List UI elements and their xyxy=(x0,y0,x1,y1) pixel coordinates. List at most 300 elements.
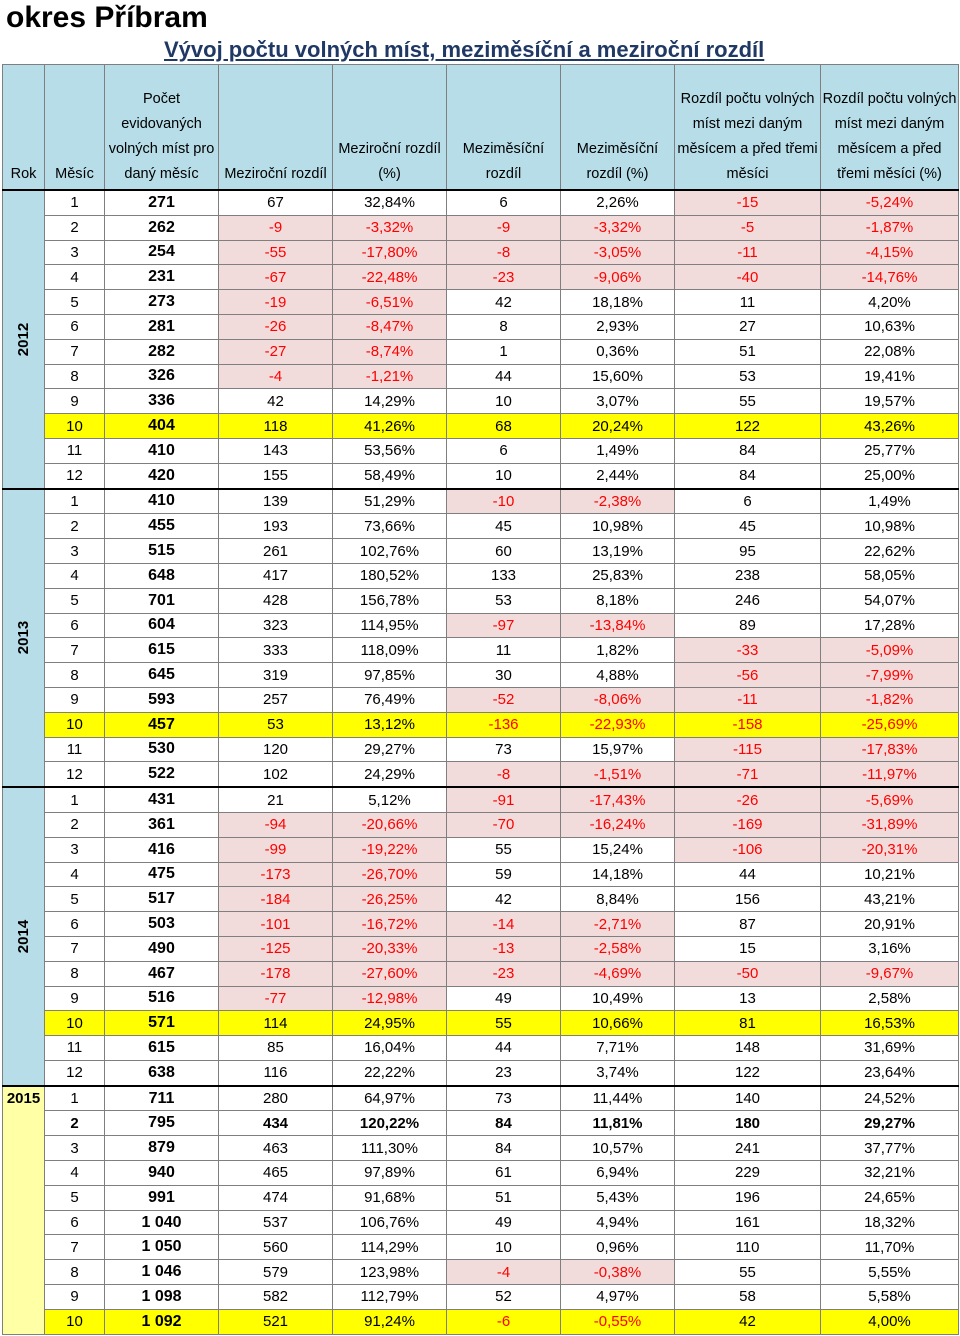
mom-pct-cell: 0,96% xyxy=(561,1235,675,1260)
diff3-cell: -56 xyxy=(675,663,821,688)
month-cell: 11 xyxy=(45,1036,105,1061)
month-cell: 9 xyxy=(45,389,105,414)
table-row xyxy=(3,563,959,588)
mom-pct-cell: 10,57% xyxy=(561,1136,675,1161)
diff3-pct-cell: 5,58% xyxy=(821,1285,959,1310)
table-row xyxy=(3,414,959,439)
yoy-pct-cell: -27,60% xyxy=(333,961,447,986)
count-cell: 457 xyxy=(105,712,219,737)
yoy-pct-cell: 5,12% xyxy=(333,787,447,812)
table-row xyxy=(3,539,959,564)
diff3-pct-cell: 5,55% xyxy=(821,1260,959,1285)
mom-pct-cell: 0,36% xyxy=(561,339,675,364)
diff3-cell: -71 xyxy=(675,762,821,787)
mom-diff-cell: 6 xyxy=(447,438,561,463)
month-cell: 4 xyxy=(45,862,105,887)
yoy-pct-cell: 73,66% xyxy=(333,514,447,539)
month-cell: 5 xyxy=(45,1185,105,1210)
month-cell: 11 xyxy=(45,737,105,762)
month-cell: 2 xyxy=(45,514,105,539)
diff3-cell: -11 xyxy=(675,687,821,712)
month-cell: 3 xyxy=(45,1136,105,1161)
diff3-cell: 84 xyxy=(675,438,821,463)
yoy-pct-cell: -26,70% xyxy=(333,862,447,887)
table-row xyxy=(3,314,959,339)
mom-pct-cell: -1,51% xyxy=(561,762,675,787)
diff3-cell: 161 xyxy=(675,1210,821,1235)
yoy-diff-cell: 521 xyxy=(219,1309,333,1334)
mom-pct-cell: -9,06% xyxy=(561,265,675,290)
diff3-pct-cell: 17,28% xyxy=(821,613,959,638)
year-cell xyxy=(3,1086,45,1334)
count-cell: 336 xyxy=(105,389,219,414)
mom-pct-cell: 2,44% xyxy=(561,463,675,488)
diff3-cell: 6 xyxy=(675,489,821,514)
month-cell: 7 xyxy=(45,638,105,663)
diff3-cell: 45 xyxy=(675,514,821,539)
yoy-diff-cell: 434 xyxy=(219,1111,333,1136)
yoy-diff-cell: 114 xyxy=(219,1011,333,1036)
diff3-cell: -33 xyxy=(675,638,821,663)
mom-diff-cell: 73 xyxy=(447,737,561,762)
mom-diff-cell: -14 xyxy=(447,912,561,937)
diff3-cell: -15 xyxy=(675,190,821,215)
count-cell: 1 050 xyxy=(105,1235,219,1260)
mom-pct-cell: 10,49% xyxy=(561,986,675,1011)
yoy-diff-cell: -173 xyxy=(219,862,333,887)
yoy-diff-cell: -67 xyxy=(219,265,333,290)
count-cell: 1 098 xyxy=(105,1285,219,1310)
diff3-pct-cell: -4,15% xyxy=(821,240,959,265)
yoy-pct-cell: -6,51% xyxy=(333,290,447,315)
table-row xyxy=(3,1185,959,1210)
month-cell: 1 xyxy=(45,489,105,514)
count-cell: 416 xyxy=(105,837,219,862)
mom-pct-cell: -3,05% xyxy=(561,240,675,265)
mom-pct-cell: -2,38% xyxy=(561,489,675,514)
count-cell: 503 xyxy=(105,912,219,937)
table-row xyxy=(3,1161,959,1186)
mom-pct-cell: -0,38% xyxy=(561,1260,675,1285)
count-cell: 475 xyxy=(105,862,219,887)
month-cell: 12 xyxy=(45,762,105,787)
month-cell: 10 xyxy=(45,712,105,737)
count-cell: 326 xyxy=(105,364,219,389)
count-cell: 467 xyxy=(105,961,219,986)
month-cell: 6 xyxy=(45,314,105,339)
yoy-diff-cell: 280 xyxy=(219,1086,333,1111)
diff3-pct-cell: 58,05% xyxy=(821,563,959,588)
diff3-pct-cell: 16,53% xyxy=(821,1011,959,1036)
mom-diff-cell: -9 xyxy=(447,215,561,240)
page-title: okres Příbram xyxy=(6,1,208,34)
table-row xyxy=(3,290,959,315)
diff3-pct-cell: -5,09% xyxy=(821,638,959,663)
mom-diff-cell: -91 xyxy=(447,787,561,812)
diff3-pct-cell: 37,77% xyxy=(821,1136,959,1161)
diff3-pct-cell: 25,00% xyxy=(821,463,959,488)
table-row xyxy=(3,339,959,364)
diff3-cell: 27 xyxy=(675,314,821,339)
diff3-pct-cell: 11,70% xyxy=(821,1235,959,1260)
count-cell: 455 xyxy=(105,514,219,539)
mom-diff-cell: -70 xyxy=(447,812,561,837)
mom-pct-cell: 15,60% xyxy=(561,364,675,389)
mom-diff-cell: -13 xyxy=(447,936,561,961)
yoy-pct-cell: 16,04% xyxy=(333,1036,447,1061)
diff3-cell: 196 xyxy=(675,1185,821,1210)
diff3-pct-cell: -5,69% xyxy=(821,787,959,812)
diff3-pct-cell: -17,83% xyxy=(821,737,959,762)
count-cell: 231 xyxy=(105,265,219,290)
yoy-diff-cell: -184 xyxy=(219,887,333,912)
yoy-pct-cell: 24,95% xyxy=(333,1011,447,1036)
mom-pct-cell: -16,24% xyxy=(561,812,675,837)
month-cell: 2 xyxy=(45,215,105,240)
mom-diff-cell: 10 xyxy=(447,463,561,488)
month-cell: 2 xyxy=(45,1111,105,1136)
yoy-diff-cell: 120 xyxy=(219,737,333,762)
diff3-pct-cell: -11,97% xyxy=(821,762,959,787)
yoy-pct-cell: -17,80% xyxy=(333,240,447,265)
yoy-pct-cell: -8,47% xyxy=(333,314,447,339)
mom-pct-cell: 3,74% xyxy=(561,1060,675,1085)
year-label: 2015 xyxy=(6,1089,41,1107)
diff3-pct-cell: 4,00% xyxy=(821,1309,959,1334)
table-row xyxy=(3,887,959,912)
diff3-cell: 89 xyxy=(675,613,821,638)
yoy-diff-cell: -77 xyxy=(219,986,333,1011)
header-mezimesicni-pct: Meziměsíční rozdíl (%) xyxy=(561,65,675,191)
yoy-diff-cell: -4 xyxy=(219,364,333,389)
yoy-diff-cell: 582 xyxy=(219,1285,333,1310)
mom-diff-cell: 10 xyxy=(447,1235,561,1260)
diff3-pct-cell: 23,64% xyxy=(821,1060,959,1085)
mom-diff-cell: 55 xyxy=(447,837,561,862)
count-cell: 648 xyxy=(105,563,219,588)
yoy-pct-cell: 91,68% xyxy=(333,1185,447,1210)
count-cell: 517 xyxy=(105,887,219,912)
mom-diff-cell: 10 xyxy=(447,389,561,414)
mom-diff-cell: 45 xyxy=(447,514,561,539)
table-row xyxy=(3,389,959,414)
month-cell: 1 xyxy=(45,1086,105,1111)
mom-diff-cell: 23 xyxy=(447,1060,561,1085)
yoy-diff-cell: -27 xyxy=(219,339,333,364)
diff3-cell: 53 xyxy=(675,364,821,389)
diff3-pct-cell: 10,63% xyxy=(821,314,959,339)
yoy-diff-cell: -26 xyxy=(219,314,333,339)
yoy-diff-cell: 319 xyxy=(219,663,333,688)
diff3-pct-cell: 1,49% xyxy=(821,489,959,514)
count-cell: 604 xyxy=(105,613,219,638)
count-cell: 410 xyxy=(105,489,219,514)
mom-diff-cell: 60 xyxy=(447,539,561,564)
month-cell: 3 xyxy=(45,240,105,265)
diff3-pct-cell: 18,32% xyxy=(821,1210,959,1235)
table-row xyxy=(3,638,959,663)
month-cell: 1 xyxy=(45,787,105,812)
table-row xyxy=(3,1111,959,1136)
yoy-diff-cell: -19 xyxy=(219,290,333,315)
month-cell: 9 xyxy=(45,1285,105,1310)
yoy-diff-cell: 257 xyxy=(219,687,333,712)
year-label: 2012 xyxy=(15,322,32,356)
diff3-cell: 55 xyxy=(675,389,821,414)
yoy-pct-cell: 102,76% xyxy=(333,539,447,564)
yoy-diff-cell: -55 xyxy=(219,240,333,265)
mom-diff-cell: 44 xyxy=(447,1036,561,1061)
mom-diff-cell: 49 xyxy=(447,1210,561,1235)
month-cell: 6 xyxy=(45,613,105,638)
month-cell: 6 xyxy=(45,1210,105,1235)
table-row xyxy=(3,737,959,762)
yoy-pct-cell: 29,27% xyxy=(333,737,447,762)
diff3-cell: -106 xyxy=(675,837,821,862)
diff3-pct-cell: -14,76% xyxy=(821,265,959,290)
diff3-pct-cell: -1,82% xyxy=(821,687,959,712)
table-row xyxy=(3,463,959,488)
yoy-diff-cell: 417 xyxy=(219,563,333,588)
yoy-pct-cell: -20,33% xyxy=(333,936,447,961)
table-row xyxy=(3,364,959,389)
mom-diff-cell: 84 xyxy=(447,1136,561,1161)
count-cell: 711 xyxy=(105,1086,219,1111)
yoy-pct-cell: 22,22% xyxy=(333,1060,447,1085)
year-cell xyxy=(3,787,45,1086)
table-row xyxy=(3,489,959,514)
yoy-pct-cell: -12,98% xyxy=(333,986,447,1011)
year-cell xyxy=(3,190,45,489)
diff3-pct-cell: -5,24% xyxy=(821,190,959,215)
mom-diff-cell: 55 xyxy=(447,1011,561,1036)
mom-diff-cell: 44 xyxy=(447,364,561,389)
yoy-pct-cell: 32,84% xyxy=(333,190,447,215)
header-pocet: Počet evidovaných volných míst pro daný měsíc xyxy=(105,65,219,191)
mom-pct-cell: 14,18% xyxy=(561,862,675,887)
table-row xyxy=(3,1086,959,1111)
yoy-pct-cell: 120,22% xyxy=(333,1111,447,1136)
count-cell: 282 xyxy=(105,339,219,364)
diff3-pct-cell: 24,52% xyxy=(821,1086,959,1111)
diff3-pct-cell: 10,98% xyxy=(821,514,959,539)
diff3-cell: 180 xyxy=(675,1111,821,1136)
yoy-pct-cell: 53,56% xyxy=(333,438,447,463)
yoy-pct-cell: 58,49% xyxy=(333,463,447,488)
header-rok: Rok xyxy=(3,65,45,191)
yoy-pct-cell: 51,29% xyxy=(333,489,447,514)
mom-pct-cell: 1,82% xyxy=(561,638,675,663)
yoy-diff-cell: -99 xyxy=(219,837,333,862)
diff3-pct-cell: 3,16% xyxy=(821,936,959,961)
diff3-pct-cell: -1,87% xyxy=(821,215,959,240)
diff3-pct-cell: 22,62% xyxy=(821,539,959,564)
diff3-cell: 140 xyxy=(675,1086,821,1111)
table-row xyxy=(3,265,959,290)
diff3-cell: -169 xyxy=(675,812,821,837)
yoy-pct-cell: -1,21% xyxy=(333,364,447,389)
yoy-diff-cell: -178 xyxy=(219,961,333,986)
month-cell: 4 xyxy=(45,1161,105,1186)
count-cell: 281 xyxy=(105,314,219,339)
yoy-pct-cell: 91,24% xyxy=(333,1309,447,1334)
yoy-pct-cell: 123,98% xyxy=(333,1260,447,1285)
mom-diff-cell: 68 xyxy=(447,414,561,439)
month-cell: 9 xyxy=(45,986,105,1011)
mom-pct-cell: -17,43% xyxy=(561,787,675,812)
mom-pct-cell: -2,58% xyxy=(561,936,675,961)
mom-pct-cell: 20,24% xyxy=(561,414,675,439)
diff3-cell: 51 xyxy=(675,339,821,364)
diff3-cell: -26 xyxy=(675,787,821,812)
year-label: 2014 xyxy=(15,919,32,954)
month-cell: 7 xyxy=(45,339,105,364)
diff3-cell: 156 xyxy=(675,887,821,912)
diff3-pct-cell: 19,41% xyxy=(821,364,959,389)
diff3-cell: 229 xyxy=(675,1161,821,1186)
count-cell: 361 xyxy=(105,812,219,837)
mom-diff-cell: 84 xyxy=(447,1111,561,1136)
yoy-diff-cell: 118 xyxy=(219,414,333,439)
count-cell: 1 046 xyxy=(105,1260,219,1285)
yoy-diff-cell: 193 xyxy=(219,514,333,539)
table-row xyxy=(3,862,959,887)
diff3-cell: -11 xyxy=(675,240,821,265)
mom-pct-cell: 25,83% xyxy=(561,563,675,588)
mom-pct-cell: 1,49% xyxy=(561,438,675,463)
count-cell: 273 xyxy=(105,290,219,315)
diff3-pct-cell: 29,27% xyxy=(821,1111,959,1136)
diff3-cell: 55 xyxy=(675,1260,821,1285)
diff3-pct-cell: 4,20% xyxy=(821,290,959,315)
table-row xyxy=(3,936,959,961)
yoy-diff-cell: 463 xyxy=(219,1136,333,1161)
vacancy-table xyxy=(2,64,959,1335)
yoy-pct-cell: 156,78% xyxy=(333,588,447,613)
header-mezirocni-pct: Meziroční rozdíl (%) xyxy=(333,65,447,191)
mom-pct-cell: 11,44% xyxy=(561,1086,675,1111)
mom-pct-cell: 2,93% xyxy=(561,314,675,339)
diff3-cell: 13 xyxy=(675,986,821,1011)
diff3-pct-cell: 32,21% xyxy=(821,1161,959,1186)
diff3-cell: 11 xyxy=(675,290,821,315)
mom-diff-cell: -23 xyxy=(447,265,561,290)
mom-pct-cell: 4,88% xyxy=(561,663,675,688)
month-cell: 1 xyxy=(45,190,105,215)
yoy-diff-cell: 474 xyxy=(219,1185,333,1210)
yoy-diff-cell: 579 xyxy=(219,1260,333,1285)
count-cell: 522 xyxy=(105,762,219,787)
table-row xyxy=(3,1235,959,1260)
diff3-cell: -115 xyxy=(675,737,821,762)
mom-diff-cell: -6 xyxy=(447,1309,561,1334)
month-cell: 6 xyxy=(45,912,105,937)
mom-diff-cell: -52 xyxy=(447,687,561,712)
yoy-diff-cell: 261 xyxy=(219,539,333,564)
yoy-pct-cell: 97,89% xyxy=(333,1161,447,1186)
month-cell: 4 xyxy=(45,563,105,588)
count-cell: 615 xyxy=(105,638,219,663)
mom-pct-cell: 15,97% xyxy=(561,737,675,762)
table-row xyxy=(3,1060,959,1085)
mom-pct-cell: -0,55% xyxy=(561,1309,675,1334)
yoy-diff-cell: -9 xyxy=(219,215,333,240)
table-subtitle: Vývoj počtu volných míst, meziměsíční a meziroční rozdíl xyxy=(164,37,765,62)
yoy-pct-cell: -3,32% xyxy=(333,215,447,240)
table-row xyxy=(3,215,959,240)
header-mezirocni: Meziroční rozdíl xyxy=(219,65,333,191)
yoy-diff-cell: -101 xyxy=(219,912,333,937)
mom-diff-cell: -8 xyxy=(447,240,561,265)
header-mezimesicni: Meziměsíční rozdíl xyxy=(447,65,561,191)
diff3-pct-cell: -9,67% xyxy=(821,961,959,986)
month-cell: 8 xyxy=(45,364,105,389)
yoy-pct-cell: -8,74% xyxy=(333,339,447,364)
yoy-diff-cell: 67 xyxy=(219,190,333,215)
table-row xyxy=(3,1210,959,1235)
yoy-pct-cell: 114,95% xyxy=(333,613,447,638)
mom-diff-cell: 42 xyxy=(447,290,561,315)
month-cell: 7 xyxy=(45,1235,105,1260)
yoy-diff-cell: 139 xyxy=(219,489,333,514)
yoy-diff-cell: 560 xyxy=(219,1235,333,1260)
table-row xyxy=(3,588,959,613)
yoy-diff-cell: 428 xyxy=(219,588,333,613)
diff3-pct-cell: 31,69% xyxy=(821,1036,959,1061)
table-row xyxy=(3,837,959,862)
month-cell: 4 xyxy=(45,265,105,290)
table-row xyxy=(3,712,959,737)
table-row xyxy=(3,514,959,539)
mom-diff-cell: 53 xyxy=(447,588,561,613)
table-row xyxy=(3,1136,959,1161)
mom-pct-cell: -8,06% xyxy=(561,687,675,712)
diff3-pct-cell: -25,69% xyxy=(821,712,959,737)
mom-diff-cell: 11 xyxy=(447,638,561,663)
mom-pct-cell: 10,98% xyxy=(561,514,675,539)
mom-diff-cell: 61 xyxy=(447,1161,561,1186)
yoy-pct-cell: -16,72% xyxy=(333,912,447,937)
diff3-cell: 246 xyxy=(675,588,821,613)
mom-diff-cell: -8 xyxy=(447,762,561,787)
mom-pct-cell: 10,66% xyxy=(561,1011,675,1036)
mom-diff-cell: -10 xyxy=(447,489,561,514)
mom-pct-cell: 15,24% xyxy=(561,837,675,862)
yoy-pct-cell: -19,22% xyxy=(333,837,447,862)
diff3-cell: 42 xyxy=(675,1309,821,1334)
mom-diff-cell: -4 xyxy=(447,1260,561,1285)
count-cell: 638 xyxy=(105,1060,219,1085)
count-cell: 879 xyxy=(105,1136,219,1161)
count-cell: 254 xyxy=(105,240,219,265)
year-cell xyxy=(3,489,45,788)
table-row xyxy=(3,1036,959,1061)
diff3-cell: 44 xyxy=(675,862,821,887)
diff3-cell: 87 xyxy=(675,912,821,937)
mom-pct-cell: 4,94% xyxy=(561,1210,675,1235)
mom-diff-cell: 42 xyxy=(447,887,561,912)
table-row xyxy=(3,1260,959,1285)
yoy-pct-cell: 64,97% xyxy=(333,1086,447,1111)
diff3-cell: 84 xyxy=(675,463,821,488)
table-row xyxy=(3,912,959,937)
mom-diff-cell: 6 xyxy=(447,190,561,215)
yoy-pct-cell: -20,66% xyxy=(333,812,447,837)
yoy-pct-cell: 13,12% xyxy=(333,712,447,737)
yoy-pct-cell: 14,29% xyxy=(333,389,447,414)
mom-pct-cell: 8,84% xyxy=(561,887,675,912)
count-cell: 530 xyxy=(105,737,219,762)
